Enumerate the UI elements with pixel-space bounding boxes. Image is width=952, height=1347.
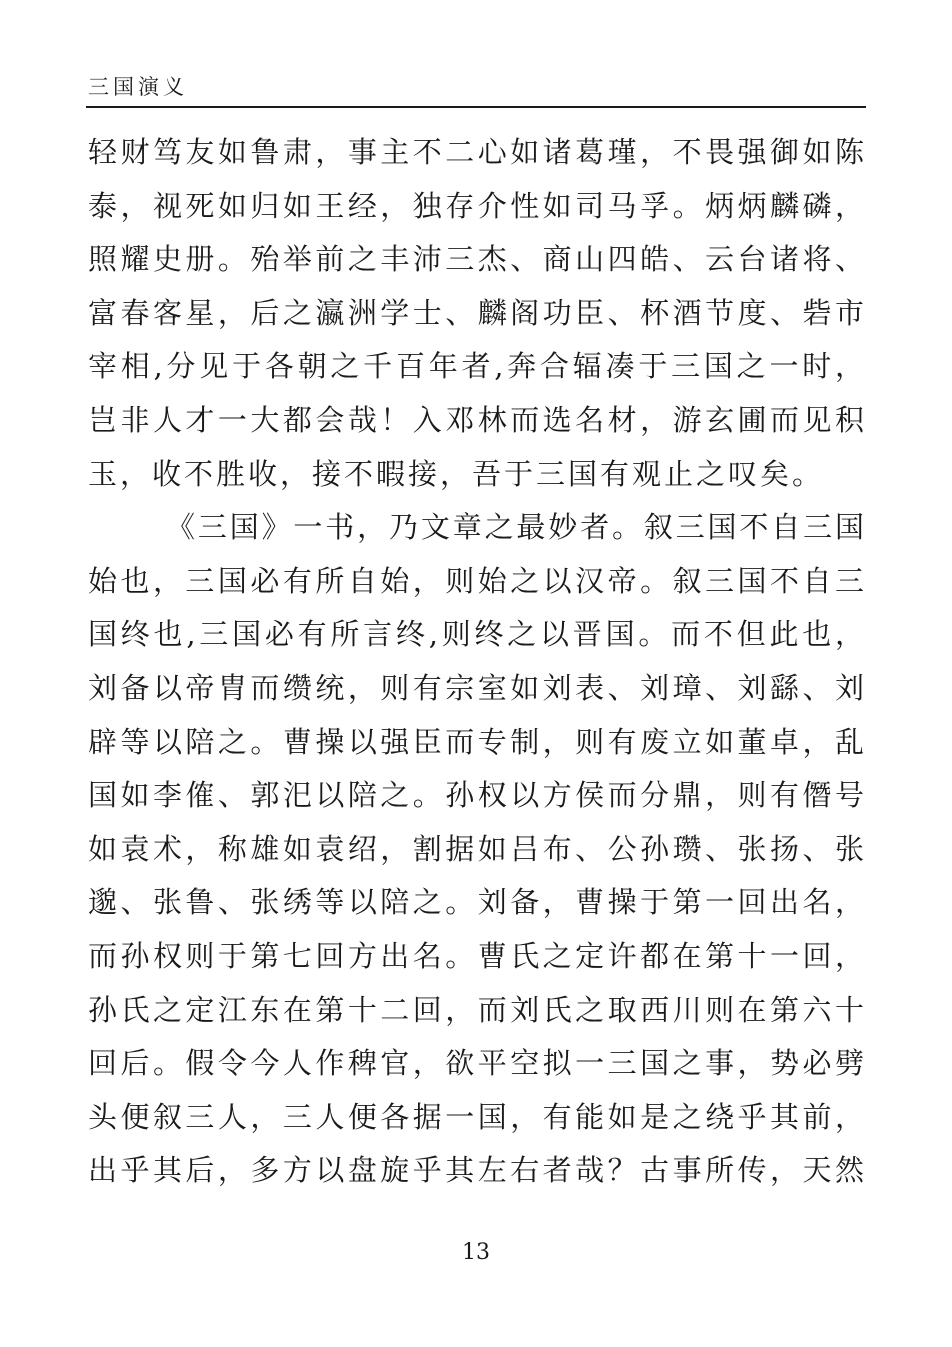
text-line: 国如李傕、郭汜以陪之。孙权以方侯而分鼎，则有僭号 bbox=[88, 778, 864, 813]
header-rule bbox=[86, 106, 866, 108]
text-line: 头便叙三人，三人便各据一国，有能如是之绕乎其前， bbox=[88, 1099, 864, 1134]
text-line: 岂非人才一大都会哉！入邓林而选名材，游玄圃而见积 bbox=[88, 402, 864, 437]
text-line: 轻财笃友如鲁肃，事主不二心如诸葛瑾，不畏强御如陈 bbox=[88, 135, 864, 169]
running-title: 三国演义 bbox=[88, 75, 188, 99]
paragraph-end-line: 玉，收不胜收，接不暇接，吾于三国有观止之叹矣。 bbox=[88, 456, 825, 491]
text-line: 富春客星，后之瀛洲学士、麟阁功臣、杯酒节度、砦市 bbox=[88, 295, 864, 330]
text-line: 孙氏之定江东在第十二回，而刘氏之取西川则在第六十 bbox=[88, 992, 864, 1027]
text-line: 始也，三国必有所自始，则始之以汉帝。叙三国不自三 bbox=[88, 563, 864, 598]
text-line: 泰，视死如归如王经，独存介性如司马孚。炳炳麟磷， bbox=[88, 188, 864, 223]
page-number: 13 bbox=[462, 1240, 490, 1265]
text-line: 国终也,三国必有所言终,则终之以晋国。而不但此也， bbox=[88, 617, 864, 652]
body-text bbox=[88, 126, 864, 1198]
text-line: 刘备以帝胄而缵统，则有宗室如刘表、刘璋、刘繇、刘 bbox=[88, 670, 864, 705]
text-line: 而孙权则于第七回方出名。曹氏之定许都在第十一回， bbox=[88, 938, 864, 973]
text-line: 出乎其后，多方以盘旋乎其左右者哉？古事所传，天然 bbox=[88, 1153, 864, 1188]
paragraph-start-line: 《三国》一书，乃文章之最妙者。叙三国不自三国 bbox=[166, 510, 864, 545]
text-line: 宰相,分见于各朝之千百年者,奔合辐凑于三国之一时， bbox=[88, 349, 864, 384]
text-line: 辟等以陪之。曹操以强臣而专制，则有废立如董卓，乱 bbox=[88, 724, 864, 759]
text-line: 邈、张鲁、张绣等以陪之。刘备，曹操于第一回出名， bbox=[88, 885, 864, 920]
text-line: 如袁术，称雄如袁绍，割据如吕布、公孙瓒、张扬、张 bbox=[88, 831, 864, 866]
text-line: 照耀史册。殆举前之丰沛三杰、商山四皓、云台诸将、 bbox=[88, 242, 864, 277]
text-line: 回后。假令今人作稗官，欲平空拟一三国之事，势必劈 bbox=[88, 1046, 864, 1081]
